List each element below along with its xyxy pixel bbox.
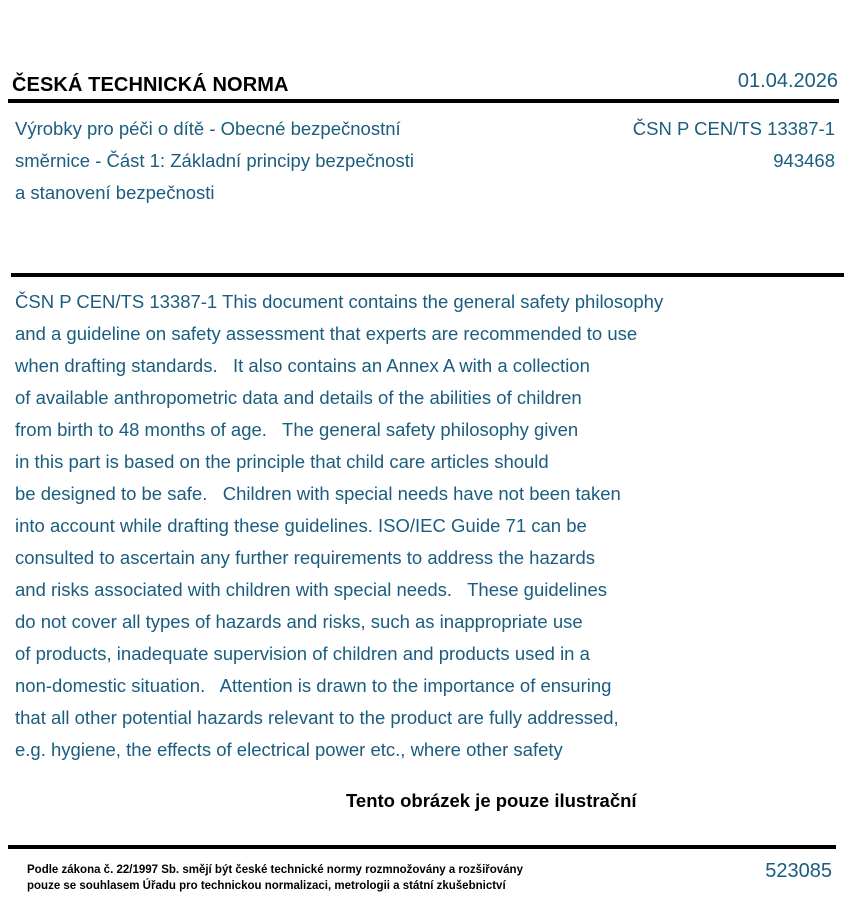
legal-notice	[27, 862, 523, 894]
title-line: a stanovení bezpečnosti	[15, 182, 215, 203]
document-title	[15, 113, 535, 209]
title-line: směrnice - Část 1: Základní principy bezpečnosti	[15, 150, 414, 171]
abstract-line: into account while drafting these guidelines. ISO/IEC Guide 71 can be	[15, 515, 587, 536]
header-title: ČESKÁ TECHNICKÁ NORMA	[12, 74, 289, 96]
abstract-line: be designed to be safe. Children with special needs have not been taken	[15, 483, 621, 504]
footer-divider	[8, 845, 836, 849]
publication-date: 01.04.2026	[737, 70, 838, 92]
abstract-line: that all other potential hazards relevant to the product are fully addressed,	[15, 707, 619, 728]
legal-line: pouze se souhlasem Úřadu pro technickou normalizaci, metrologii a státní zkušebnictví	[27, 880, 506, 892]
abstract-line: do not cover all types of hazards and risks, such as inappropriate use	[15, 611, 583, 632]
abstract-line: non-domestic situation. Attention is drawn to the importance of ensuring	[15, 675, 612, 696]
abstract-line: and risks associated with children with special needs. These guidelines	[15, 579, 607, 600]
abstract-line: when drafting standards. It also contains an Annex A with a collection	[15, 355, 590, 376]
illustration-note: Tento obrázek je pouze ilustrační	[346, 790, 637, 811]
footer-code: 523085	[765, 860, 832, 882]
title-line: Výrobky pro péči o dítě - Obecné bezpečnostní	[15, 118, 401, 139]
header-divider	[8, 99, 839, 103]
abstract-line: consulted to ascertain any further requirements to address the hazards	[15, 547, 595, 568]
catalog-number: 943468	[773, 150, 835, 171]
abstract-line: of available anthropometric data and details of the abilities of children	[15, 387, 582, 408]
abstract-text	[15, 286, 815, 766]
abstract-line: and a guideline on safety assessment that experts are recommended to use	[15, 323, 638, 344]
standard-identifier	[633, 113, 835, 177]
legal-line: Podle zákona č. 22/1997 Sb. smějí být české technické normy rozmnožovány a rozšiřovány	[27, 864, 523, 876]
section-divider	[11, 273, 844, 277]
abstract-line: in this part is based on the principle that child care articles should	[15, 451, 549, 472]
abstract-line: from birth to 48 months of age. The general safety philosophy given	[15, 419, 579, 440]
abstract-line: e.g. hygiene, the effects of electrical power etc., where other safety	[15, 739, 563, 760]
abstract-line: ČSN P CEN/TS 13387-1 This document contains the general safety philosophy	[15, 291, 664, 312]
abstract-line: of products, inadequate supervision of children and products used in a	[15, 643, 590, 664]
standard-code: ČSN P CEN/TS 13387-1	[632, 118, 835, 139]
